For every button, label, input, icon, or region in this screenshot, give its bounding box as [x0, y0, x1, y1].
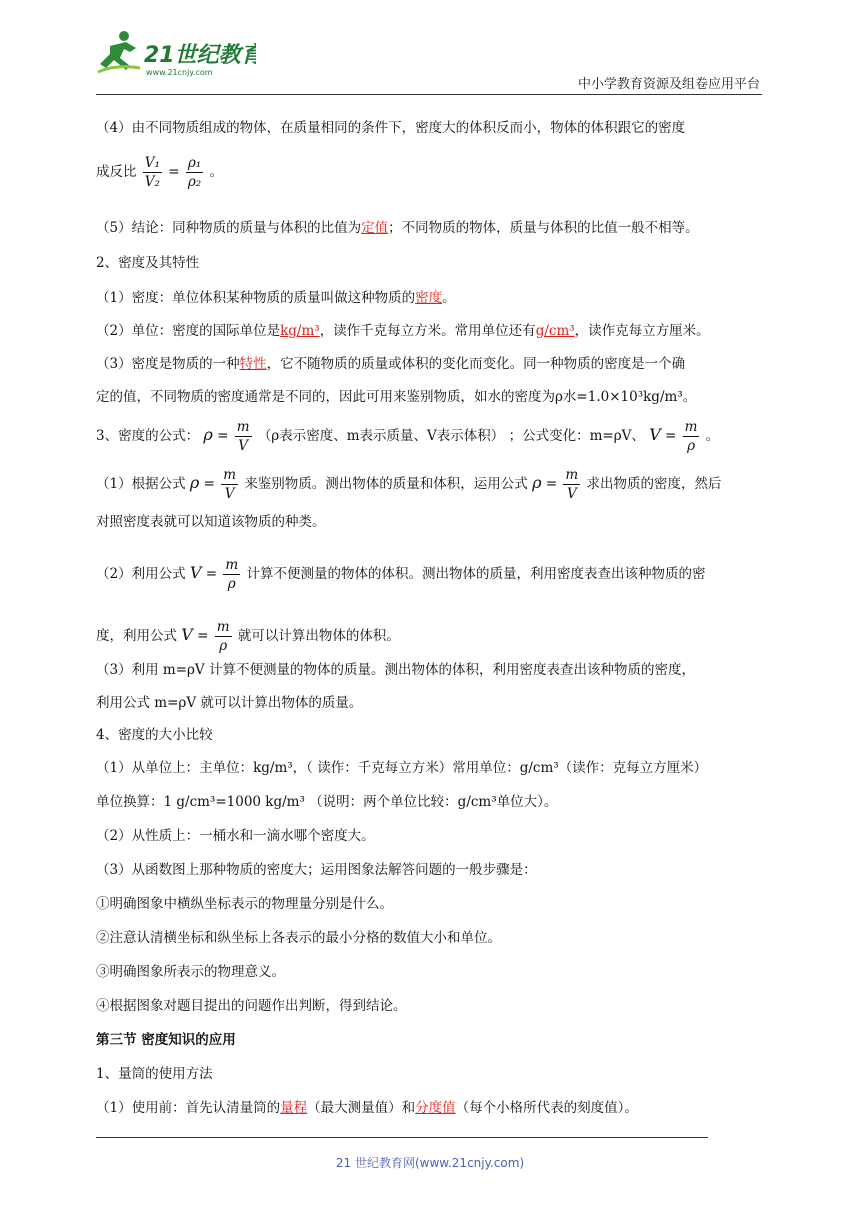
paragraph: （3）利用 m=ρV 计算不便测量的物体的质量。测出物体的体积，利用密度表查出该种物质的密度， [96, 662, 695, 678]
formula-fraction: $\frac{m}{\rho}$ [216, 619, 230, 654]
paragraph: （2）单位：密度的国际单位是kg/m³，读作千克每立方米。常用单位还有g/cm³，读作克每立方厘米。 [96, 323, 710, 339]
paragraph: （2）从性质上：一桶水和一滴水哪个密度大。 [96, 828, 375, 844]
list-item: ③明确图象所表示的物理意义。 [96, 964, 285, 980]
site-logo [96, 28, 256, 80]
formula-fraction: $\frac{m}{V}$ [236, 419, 250, 454]
paragraph: （3）密度是物质的一种特性，它不随物质的质量或体积的变化而变化。同一种物质的密度是一个确 [96, 356, 686, 372]
header-divider [96, 94, 762, 95]
section-title: 第三节 密度知识的应用 [96, 1032, 236, 1048]
formula-fraction: $\frac{m}{\rho}$ [684, 419, 698, 454]
formula-fraction: $\frac{\text{V₁}}{\text{V₂}}$ [144, 155, 160, 190]
logo-url: www.21cnjy.com [146, 68, 213, 77]
paragraph: 对照密度表就可以知道该物质的种类。 [96, 514, 326, 530]
paragraph: （4）由不同物质组成的物体，在质量相同的条件下，密度大的体积反而小，物体的体积跟它的密度 [96, 120, 686, 136]
paragraph: 利用公式 m=ρV 就可以计算出物体的质量。 [96, 695, 363, 711]
list-item: ②注意认清横坐标和纵坐标上各表示的最小分格的数值大小和单位。 [96, 930, 501, 946]
paragraph: （5）结论：同种物质的质量与体积的比值为定值；不同物质的物体，质量与体积的比值一般不相等。 [96, 220, 699, 236]
paragraph: 3、密度的公式： ρ = $\frac{m}{V}$ （ρ表示密度、m表示质量、V表示体积） ；公式变化：m=ρV、 V = $\frac{m}{\rho}$ 。 [96, 419, 720, 454]
paragraph: 单位换算：1 g/cm³=1000 kg/m³ （说明：两个单位比较：g/cm³单位大）。 [96, 794, 558, 810]
paragraph: 定的值，不同物质的密度通常是不同的，因此可用来鉴别物质，如水的密度为ρ水=1.0×10³kg/m³。 [96, 389, 697, 405]
formula-fraction: $\frac{m}{V}$ [565, 467, 579, 502]
section-heading: 4、密度的大小比较 [96, 727, 213, 743]
paragraph: （1）从单位上：主单位：kg/m³，（ 读作：千克每立方米）常用单位：g/cm³（读作：克每立方厘米） [96, 760, 708, 776]
paragraph: （1）根据公式 ρ = $\frac{m}{V}$ 来鉴别物质。测出物体的质量和体积，运用公式 ρ = $\frac{m}{V}$ 求出物质的密度，然后 [96, 467, 722, 502]
section-heading: 2、密度及其特性 [96, 255, 200, 271]
footer-divider [96, 1137, 708, 1138]
list-item: ④根据图象对题目提出的问题作出判断，得到结论。 [96, 998, 407, 1014]
logo-text: 21世纪教育 [144, 43, 256, 68]
paragraph: （1）使用前：首先认清量筒的量程（最大测量值）和分度值（每个小格所代表的刻度值）。 [96, 1100, 638, 1116]
platform-name: 中小学教育资源及组卷应用平台 [577, 77, 760, 92]
section-heading: 1、量筒的使用方法 [96, 1066, 213, 1082]
formula-fraction: $\frac{\text{ρ₁}}{\text{ρ₂}}$ [187, 155, 202, 190]
footer-text: 21 世纪教育网(www.21cnjy.com) [335, 1156, 525, 1170]
paragraph: 成反比 $\frac{\text{V₁}}{\text{V₂}}$ = $\frac{\text{ρ₁}}{\text{ρ₂}}$ 。 [96, 155, 224, 190]
paragraph: （3）从函数图上那种物质的密度大；运用图象法解答问题的一般步骤是： [96, 862, 537, 878]
paragraph: 度，利用公式 V = $\frac{m}{\rho}$ 就可以计算出物体的体积。 [96, 619, 400, 654]
formula-fraction: $\frac{m}{\rho}$ [225, 557, 239, 592]
paragraph: （1）密度：单位体积某种物质的质量叫做这种物质的密度。 [96, 290, 456, 306]
runner-icon [98, 31, 140, 72]
list-item: ①明确图象中横纵坐标表示的物理量分别是什么。 [96, 896, 393, 912]
paragraph: （2）利用公式 V = $\frac{m}{\rho}$ 计算不便测量的物体的体积。测出物体的质量，利用密度表查出该种物质的密 [96, 557, 706, 592]
formula-fraction: $\frac{m}{V}$ [223, 467, 237, 502]
